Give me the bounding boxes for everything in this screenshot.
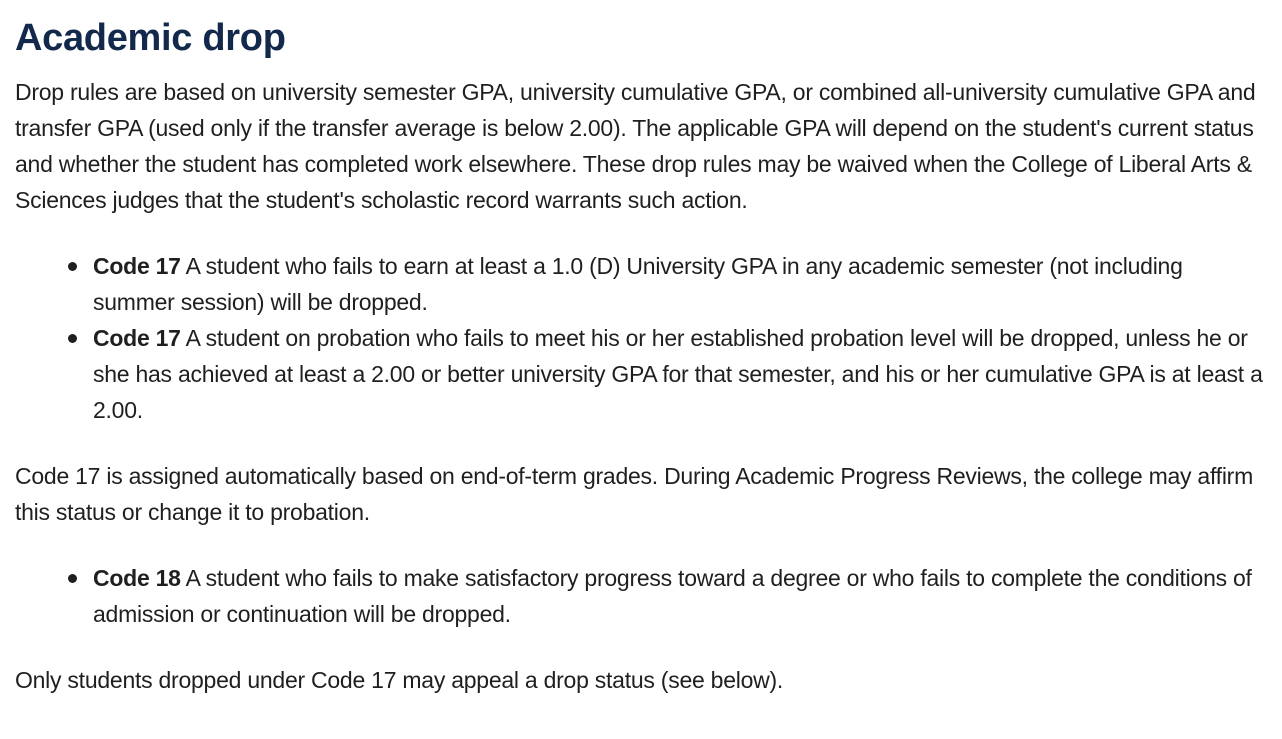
- code-label: Code 17: [93, 325, 181, 351]
- page-title: Academic drop: [15, 17, 286, 59]
- list-item-text: A student who fails to earn at least a 1.0 (D) University GPA in any academic semester (not including summer session) will be dropped.: [93, 253, 1183, 315]
- spacer: [15, 218, 1268, 248]
- code-label: Code 17: [93, 253, 181, 279]
- spacer: [15, 428, 1268, 458]
- list-item: [93, 560, 1268, 632]
- list-item-text: A student who fails to make satisfactory progress toward a degree or who fails to complete the conditions of admission or continuation will be dropped.: [93, 565, 1252, 627]
- list-item: [93, 248, 1268, 320]
- list-item-text: A student on probation who fails to meet his or her established probation level will be dropped, unless he or she has achieved at least a 2.00 or better university GPA for that semester, and his or her cumulative GPA is at least a 2.00.: [93, 325, 1263, 423]
- code-label: Code 18: [93, 565, 181, 591]
- intro-paragraph: Drop rules are based on university semester GPA, university cumulative GPA, or combined all-university cumulative GPA and transfer GPA (used only if the transfer average is below 2.00). The applicable GPA will depend on the student's current status and whether the student has completed work elsewhere. These drop rules may be waived when the College of Liberal Arts & Sciences judges that the student's scholastic record warrants such action.: [15, 79, 1256, 213]
- code-17-note-paragraph: Code 17 is assigned automatically based on end-of-term grades. During Academic Progress Reviews, the college may affirm this status or change it to probation.: [15, 463, 1254, 525]
- list-item: [93, 320, 1268, 428]
- code-17-list: [15, 248, 1268, 428]
- code-18-list: [15, 560, 1268, 632]
- spacer: [15, 530, 1268, 560]
- appeal-note-paragraph: Only students dropped under Code 17 may appeal a drop status (see below).: [15, 667, 784, 693]
- spacer: [15, 632, 1268, 662]
